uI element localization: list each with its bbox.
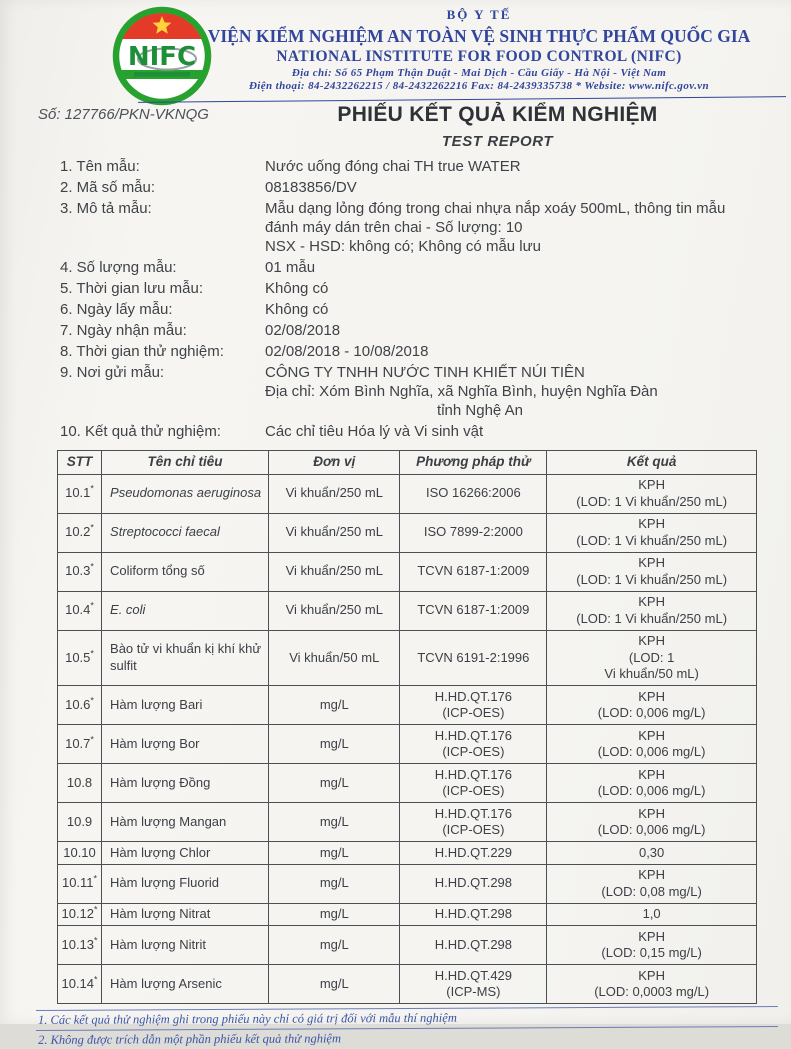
nifc-logo-image	[112, 6, 212, 106]
text-line: H.HD.QT.429	[434, 967, 513, 983]
row-number: 10.7	[65, 735, 91, 751]
cell-method	[400, 926, 547, 965]
cell-unit: mg/L	[269, 725, 400, 764]
cell-unit: mg/L	[269, 903, 400, 926]
cell-parameter-name: E. coli	[102, 591, 269, 630]
cell-stt	[58, 965, 102, 1004]
info-item	[60, 342, 791, 361]
footnote: 2. Không được trích dẫn một phần phiếu kết quả thử nghiệm	[38, 1030, 342, 1047]
row-number: 10.12	[61, 906, 95, 921]
cell-parameter-name: Hàm lượng Arsenic	[102, 965, 269, 1004]
cell-method	[400, 903, 547, 926]
table-row	[58, 965, 757, 1004]
text-line: KPH	[638, 516, 665, 531]
accredited-star-icon: *	[90, 561, 94, 572]
cell-result	[547, 725, 757, 764]
text-line: H.HD.QT.176	[434, 688, 513, 704]
text-line: Mẫu dạng lỏng đóng trong chai nhựa nắp xoáy 500mL, thông tin mẫu	[265, 200, 726, 217]
accredited-star-icon: *	[90, 648, 94, 659]
text-line: 02/08/2018 - 10/08/2018	[265, 343, 429, 360]
text-line: H.HD.QT.176	[434, 766, 513, 782]
table-row	[58, 513, 757, 552]
letterhead-text	[190, 7, 768, 92]
table-row	[58, 552, 757, 591]
cell-parameter-name: Hàm lượng Bor	[102, 725, 269, 764]
text-line: (LOD: 0,15 mg/L)	[601, 945, 702, 960]
text-line: Không có	[265, 301, 329, 318]
text-line: ISO 16266:2006	[426, 485, 521, 501]
info-item-value	[265, 178, 791, 197]
table-row	[58, 864, 757, 903]
info-item-value	[265, 279, 791, 298]
table-row	[58, 686, 757, 725]
text-line: H.HD.QT.298	[434, 875, 513, 891]
cell-result	[547, 591, 757, 630]
cell-stt	[58, 926, 102, 965]
text-line: TCVN 6191-2:1996	[417, 649, 530, 665]
institute-name-vi: VIỆN KIỂM NGHIỆM AN TOÀN VỆ SINH THỰC PHẨM QUỐC GIA	[207, 26, 751, 46]
text-line: (ICP-MS)	[446, 984, 501, 999]
row-number: 10.8	[66, 774, 93, 790]
text-line: KPH	[638, 688, 665, 704]
column-header: STT	[58, 451, 102, 475]
results-table	[57, 450, 757, 1004]
info-item-value	[265, 363, 791, 420]
cell-method	[400, 630, 547, 686]
cell-unit: Vi khuẩn/250 mL	[269, 552, 400, 591]
cell-unit: Vi khuẩn/250 mL	[269, 474, 400, 513]
accredited-star-icon: *	[90, 483, 94, 494]
cell-unit: mg/L	[269, 842, 400, 865]
info-item-value	[265, 199, 791, 256]
text-line: 01 mẫu	[265, 259, 316, 276]
info-item	[60, 321, 791, 340]
text-line: CÔNG TY TNHH NƯỚC TINH KHIẾT NÚI TIÊN	[265, 364, 585, 381]
info-item-label: 6. Ngày lấy mẫu:	[60, 301, 173, 318]
text-line: 0,30	[638, 844, 665, 860]
text-line: Địa chỉ: Xóm Bình Nghĩa, xã Nghĩa Bình, huyện Nghĩa Đàn	[265, 383, 658, 400]
cell-stt	[58, 903, 102, 926]
cell-stt	[58, 864, 102, 903]
text-line: KPH	[638, 594, 665, 609]
text-line: (LOD: 0,006 mg/L)	[597, 705, 706, 720]
info-item-label: 2. Mã số mẫu:	[60, 179, 156, 196]
report-title-en: TEST REPORT	[441, 133, 554, 150]
text-line: (LOD: 0,0003 mg/L)	[594, 984, 710, 999]
text-line: (LOD: 0,08 mg/L)	[601, 883, 702, 899]
cell-result	[547, 552, 757, 591]
text-line: (ICP-OES)	[442, 705, 505, 720]
cell-method	[400, 591, 547, 630]
accredited-star-icon: *	[94, 974, 98, 985]
cell-parameter-name: Coliform tổng số	[102, 552, 269, 591]
cell-result	[547, 926, 757, 965]
info-item-label: 8. Thời gian thử nghiệm:	[60, 343, 224, 360]
cell-unit: Vi khuẩn/50 mL	[269, 630, 400, 686]
info-item-label: 7. Ngày nhận mẫu:	[60, 322, 187, 339]
table-row	[58, 764, 757, 803]
cell-parameter-name: Bào tử vi khuẩn kị khí khử sulfit	[102, 630, 269, 686]
institute-name-en: NATIONAL INSTITUTE FOR FOOD CONTROL (NIFC)	[276, 48, 682, 65]
cell-stt	[58, 803, 102, 842]
footnote: 1. Các kết quả thử nghiệm ghi trong phiếu này chỉ có giá trị đối với mẫu thí nghiệm	[36, 1007, 778, 1030]
cell-stt	[58, 474, 102, 513]
cell-parameter-name: Hàm lượng Đồng	[102, 764, 269, 803]
info-item	[60, 279, 791, 298]
cell-unit: Vi khuẩn/250 mL	[269, 591, 400, 630]
row-number: 10.13	[61, 936, 95, 952]
cell-stt	[58, 725, 102, 764]
column-header: Phương pháp thử	[400, 451, 547, 475]
ministry-name: BỘ Y TẾ	[446, 7, 512, 22]
cell-method	[400, 864, 547, 903]
accredited-star-icon: *	[90, 522, 94, 533]
text-line: ISO 7899-2:2000	[423, 524, 523, 540]
cell-result	[547, 903, 757, 926]
cell-stt	[58, 764, 102, 803]
logo-text: NIFC	[127, 42, 197, 72]
cell-stt	[58, 591, 102, 630]
report-title-vi: PHIẾU KẾT QUẢ KIỂM NGHIỆM	[337, 103, 658, 126]
column-header: Đơn vị	[269, 451, 400, 475]
cell-parameter-name: Hàm lượng Nitrit	[102, 926, 269, 965]
row-number: 10.4	[65, 602, 91, 618]
nifc-logo	[112, 6, 212, 106]
row-number: 10.9	[66, 813, 93, 829]
footnotes	[36, 1006, 778, 1049]
cell-result	[547, 686, 757, 725]
text-line: (ICP-OES)	[442, 744, 505, 759]
text-line: Nước uống đóng chai TH true WATER	[265, 158, 521, 175]
text-line: Các chỉ tiêu Hóa lý và Vi sinh vật	[265, 423, 484, 440]
text-line: KPH	[638, 633, 665, 648]
text-line: (LOD: 1	[628, 649, 675, 665]
text-line: (LOD: 1 Vi khuẩn/250 mL)	[576, 571, 728, 587]
text-line: Không có	[265, 280, 329, 297]
info-item-value	[265, 258, 791, 277]
table-row	[58, 591, 757, 630]
sample-info-list	[60, 157, 791, 441]
cell-method	[400, 965, 547, 1004]
cell-method	[400, 686, 547, 725]
info-item-value	[265, 321, 791, 340]
cell-result	[547, 864, 757, 903]
cell-stt	[58, 513, 102, 552]
text-line: 1,0	[642, 906, 661, 921]
cell-method	[400, 764, 547, 803]
text-line: H.HD.QT.298	[434, 906, 513, 921]
results-table-header-row	[58, 451, 757, 475]
cell-result	[547, 474, 757, 513]
text-line: (ICP-OES)	[442, 783, 505, 798]
cell-method	[400, 552, 547, 591]
text-line: TCVN 6187-1:2009	[417, 602, 530, 618]
text-line: (LOD: 1 Vi khuẩn/250 mL)	[576, 493, 728, 509]
text-line: KPH	[638, 967, 665, 983]
cell-parameter-name: Pseudomonas aeruginosa	[102, 474, 269, 513]
info-item	[60, 363, 791, 420]
text-line: đánh máy dán trên chai - Số lượng: 10	[265, 219, 523, 236]
table-row	[58, 842, 757, 865]
accredited-star-icon: *	[90, 600, 94, 611]
accredited-star-icon: *	[93, 873, 98, 884]
cell-unit: mg/L	[269, 864, 400, 903]
text-line: KPH	[638, 867, 665, 882]
table-row	[58, 903, 757, 926]
cell-result	[547, 842, 757, 865]
cell-stt	[58, 552, 102, 591]
row-number: 10.5	[65, 649, 91, 665]
table-row	[58, 474, 757, 513]
text-line: (LOD: 1 Vi khuẩn/250 mL)	[576, 532, 728, 548]
cell-result	[547, 630, 757, 686]
cell-result	[547, 764, 757, 803]
text-line: TCVN 6187-1:2009	[417, 563, 530, 579]
cell-result	[547, 513, 757, 552]
cell-unit: mg/L	[269, 965, 400, 1004]
text-line: H.HD.QT.298	[434, 936, 513, 952]
text-line: KPH	[638, 928, 665, 944]
text-line: 02/08/2018	[265, 322, 341, 339]
cell-method	[400, 513, 547, 552]
info-item	[60, 422, 791, 441]
table-row	[58, 630, 757, 686]
info-item-label: 10. Kết quả thử nghiệm:	[60, 423, 221, 440]
table-row	[58, 803, 757, 842]
text-line: Vi khuẩn/50 mL)	[604, 666, 699, 681]
info-item-value	[265, 422, 791, 441]
info-item-value	[265, 157, 791, 176]
table-row	[58, 725, 757, 764]
accredited-star-icon: *	[94, 935, 98, 946]
info-item	[60, 199, 791, 256]
cell-unit: mg/L	[269, 926, 400, 965]
accredited-star-icon: *	[90, 734, 94, 745]
accredited-star-icon: *	[94, 904, 98, 915]
column-header: Kết quả	[547, 451, 757, 475]
cell-method	[400, 842, 547, 865]
text-line: tỉnh Nghệ An	[437, 402, 523, 419]
row-number: 10.10	[63, 844, 96, 860]
cell-parameter-name: Streptococci faecal	[102, 513, 269, 552]
table-row	[58, 926, 757, 965]
text-line: (ICP-OES)	[442, 822, 505, 837]
cell-result	[547, 803, 757, 842]
title-row	[0, 103, 791, 129]
document-number: Số: 127766/PKN-VKNQG	[38, 106, 209, 123]
text-line: KPH	[638, 477, 665, 492]
cell-result	[547, 965, 757, 1004]
cell-stt	[58, 686, 102, 725]
text-line: KPH	[638, 727, 665, 743]
row-number: 10.1	[65, 485, 91, 501]
cell-parameter-name: Hàm lượng Chlor	[102, 842, 269, 865]
text-line: (LOD: 0,006 mg/L)	[597, 783, 706, 798]
text-line: (LOD: 1 Vi khuẩn/250 mL)	[576, 610, 728, 626]
cell-stt	[58, 630, 102, 686]
cell-method	[400, 474, 547, 513]
text-line: (LOD: 0,006 mg/L)	[597, 822, 706, 837]
header-divider	[138, 96, 786, 103]
text-line: H.HD.QT.176	[434, 727, 513, 743]
row-number: 10.6	[65, 696, 91, 712]
row-number: 10.14	[61, 975, 95, 991]
info-item-label: 9. Nơi gửi mẫu:	[60, 364, 165, 381]
cell-parameter-name: Hàm lượng Fluorid	[102, 864, 269, 903]
institute-contact: Điện thoại: 84-2432262215 / 84-2432262216 Fax: 84-2439335738 * Website: www.nifc.gov.vn	[248, 80, 710, 92]
row-number: 10.2	[65, 524, 91, 540]
cell-unit: Vi khuẩn/250 mL	[269, 513, 400, 552]
cell-parameter-name: Hàm lượng Bari	[102, 686, 269, 725]
info-item-value	[265, 342, 791, 361]
text-line: 08183856/DV	[265, 179, 357, 196]
column-header: Tên chỉ tiêu	[102, 451, 269, 475]
info-item-label: 4. Số lượng mẫu:	[60, 259, 177, 276]
text-line: H.HD.QT.229	[434, 844, 513, 860]
cell-stt	[58, 842, 102, 865]
cell-parameter-name: Hàm lượng Nitrat	[102, 903, 269, 926]
info-item-value	[265, 300, 791, 319]
text-line: (LOD: 0,006 mg/L)	[597, 744, 706, 759]
info-item	[60, 300, 791, 319]
text-line: H.HD.QT.176	[434, 805, 513, 821]
row-number: 10.3	[65, 563, 91, 579]
text-line: KPH	[638, 766, 665, 782]
cell-unit: mg/L	[269, 803, 400, 842]
accredited-star-icon: *	[90, 695, 94, 706]
cell-parameter-name: Hàm lượng Mangan	[102, 803, 269, 842]
info-item	[60, 157, 791, 176]
cell-unit: mg/L	[269, 686, 400, 725]
info-item	[60, 258, 791, 277]
text-line: KPH	[638, 805, 665, 821]
cell-unit: mg/L	[269, 764, 400, 803]
institute-address: Địa chỉ: Số 65 Phạm Thận Duật - Mai Dịch - Cầu Giấy - Hà Nội - Việt Nam	[291, 67, 667, 79]
info-item-label: 1. Tên mẫu:	[60, 158, 140, 175]
text-line: KPH	[638, 555, 665, 570]
text-line: NSX - HSD: không có; Không có mẫu lưu	[265, 238, 542, 255]
info-item-label: 5. Thời gian lưu mẫu:	[60, 280, 204, 297]
row-number: 10.11	[61, 875, 94, 891]
cell-method	[400, 803, 547, 842]
letterhead	[0, 0, 791, 97]
info-item-label: 3. Mô tả mẫu:	[60, 200, 152, 217]
cell-method	[400, 725, 547, 764]
info-item	[60, 178, 791, 197]
